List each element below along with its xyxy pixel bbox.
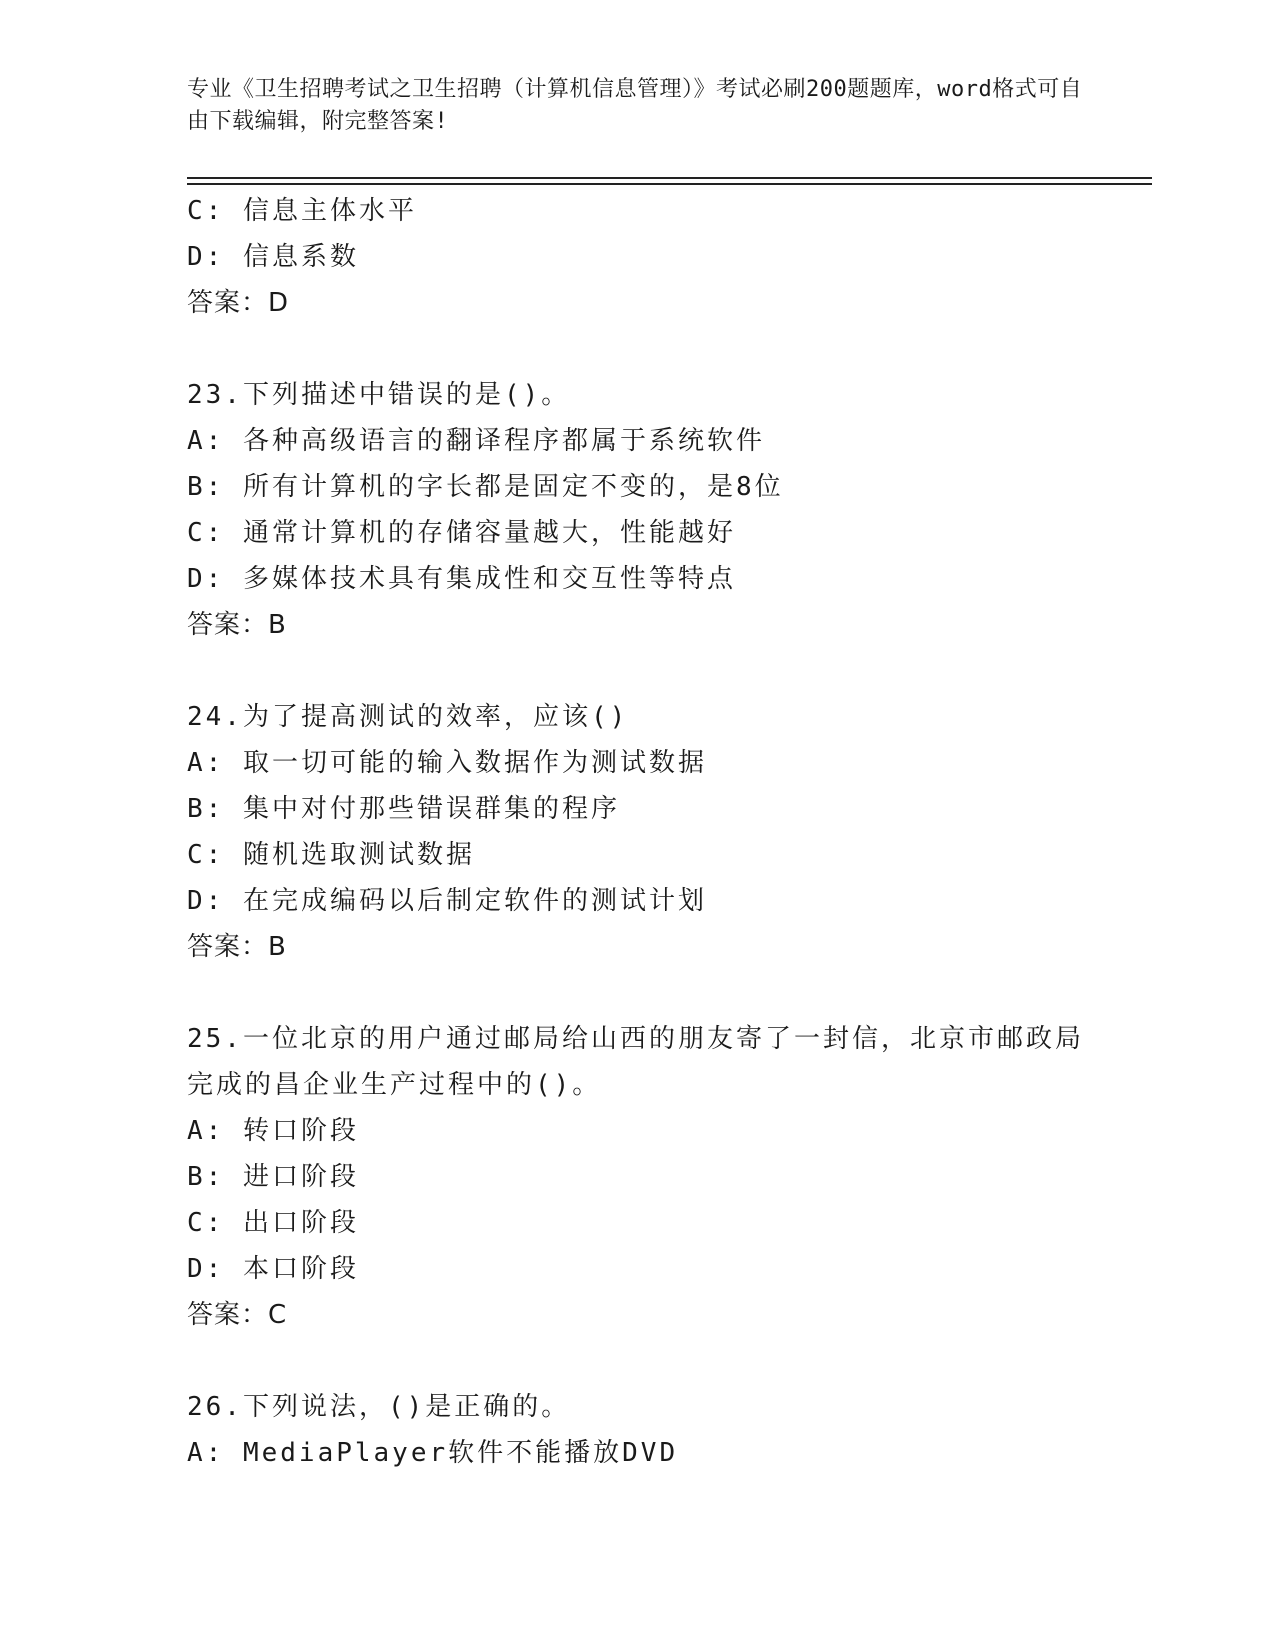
option-c: C: 通常计算机的存储容量越大，性能越好 [187,518,736,548]
option-b: B: 集中对付那些错误群集的程序 [187,794,620,824]
question-text: 23.下列描述中错误的是()。 [187,380,571,410]
option-d: D: 在完成编码以后制定软件的测试计划 [187,886,707,916]
answer-line: 答案：B [187,932,287,962]
option-b: B: 进口阶段 [187,1162,359,1192]
option-c: C: 信息主体水平 [187,196,417,226]
option-d: D: 本口阶段 [187,1254,359,1284]
document-title: 专业《卫生招聘考试之卫生招聘（计算机信息管理）》考试必刷200题题库，word格式可自由下载编辑，附完整答案! [187,77,1083,134]
answer-line: 答案：C [187,1300,288,1330]
answer-line: 答案：D [187,288,290,318]
question-26 [187,1384,1087,1476]
question-23 [187,372,1087,648]
spacer [187,1338,1087,1384]
option-c: C: 出口阶段 [187,1208,359,1238]
spacer [187,326,1087,372]
question-text: 26.下列说法，()是正确的。 [187,1392,571,1422]
option-d: D: 信息系数 [187,242,359,272]
option-a: A: 取一切可能的输入数据作为测试数据 [187,748,707,778]
option-b: B: 所有计算机的字长都是固定不变的，是8位 [187,472,784,502]
option-a: A: 各种高级语言的翻译程序都属于系统软件 [187,426,765,456]
option-d: D: 多媒体技术具有集成性和交互性等特点 [187,564,736,594]
option-a: A: 转口阶段 [187,1116,359,1146]
spacer [187,970,1087,1016]
option-a: A: MediaPlayer软件不能播放DVD [187,1438,679,1468]
question-text: 24.为了提高测试的效率，应该() [187,702,629,732]
header-rule-top [187,177,1152,179]
header-rule-bottom [187,183,1152,185]
question-list [187,188,1087,1476]
option-c: C: 随机选取测试数据 [187,840,475,870]
question-25 [187,1016,1087,1338]
answer-line: 答案：B [187,610,287,640]
spacer [187,648,1087,694]
question-22-fragment [187,188,1087,326]
question-24 [187,694,1087,970]
question-text: 25.一位北京的用户通过邮局给山西的朋友寄了一封信，北京市邮政局完成的昌企业生产过程中的()。 [187,1024,1084,1100]
